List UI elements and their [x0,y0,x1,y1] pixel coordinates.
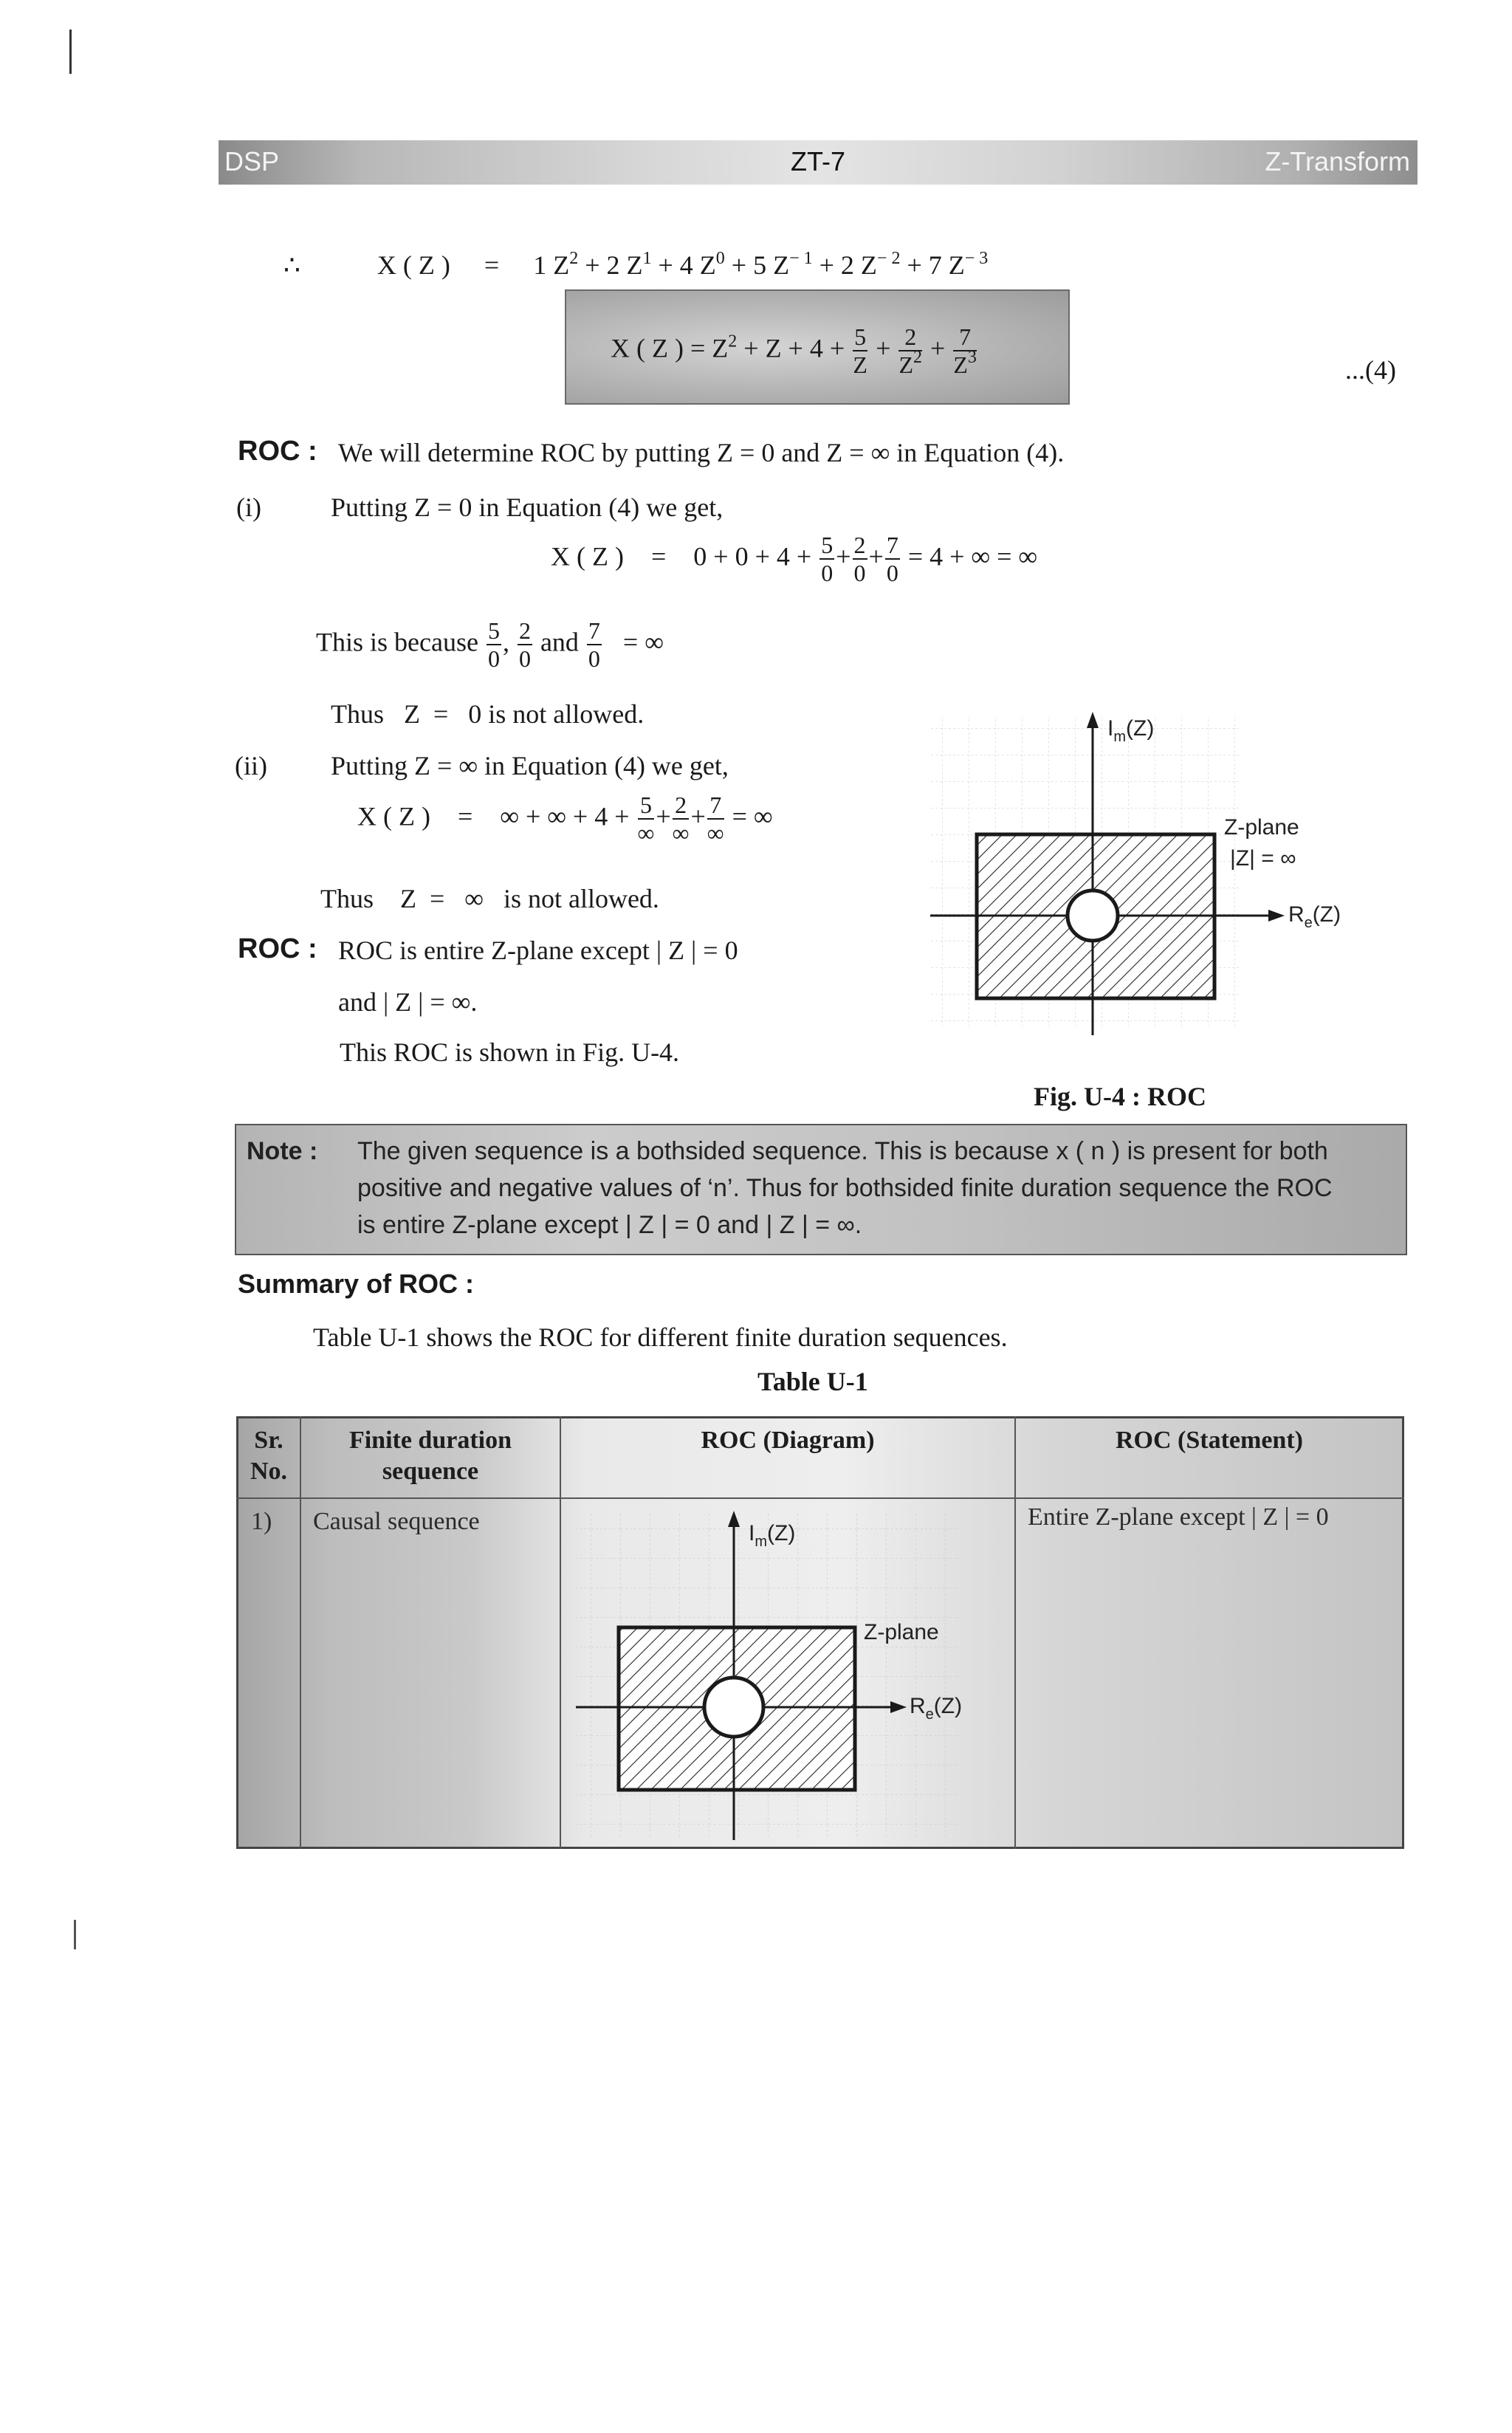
roc-result-line-3: This ROC is shown in Fig. U-4. [340,1037,680,1067]
roc-intro-text: We will determine ROC by putting Z = 0 and Z = ∞ in Equation (4). [338,438,1065,467]
header-finite-duration: Finite duration sequence [348,1427,512,1485]
note-box [235,1124,1407,1255]
note-line-3: is entire Z-plane except | Z | = 0 and | Z | = ∞. [357,1211,862,1239]
header-roc-statement: ROC (Statement) [1116,1427,1303,1454]
roc-label-1: ROC : [238,436,317,467]
row-1-sr: 1) [251,1508,272,1535]
case-i-because: This is because $\frac{5}{0}$ , $\frac{2}{0}$ and $\frac{7}{0}$ = ∞ [316,617,664,672]
summary-heading: Summary of ROC : [238,1269,475,1299]
equation-ref-4: ...(4) [1345,355,1396,385]
scan-mark [74,1920,76,1949]
excluded-origin-circle [1068,891,1118,941]
therefore-symbol: ∴ [284,250,300,280]
row-1-roc-diagram [561,1499,1014,1847]
page-header [219,140,1418,185]
case-i-text: Putting Z = 0 in Equation (4) we get, [331,493,724,522]
equation-xz-expanded: ∴ X ( Z ) = 1 $Z^2 + 2$ $Z^1 + 4$ $Z^0 + 5$ $Z^{- 1} + 2$ $Z^{- 2} + 7$ $Z^{- 3}$ [284,249,989,280]
note-line-1: The given sequence is a bothsided sequence. This is because x ( n ) is present for both [357,1137,1328,1165]
roc-label-2: ROC : [238,933,317,964]
header-left: DSP [224,146,280,176]
roc-result-line-1: ROC is entire Z-plane except | Z | = 0 [338,936,738,965]
note-line-2: positive and negative values of ‘n’. Thus for bothsided finite duration sequence the ROC [357,1174,1333,1202]
note-label: Note : [247,1137,318,1165]
case-i-number: (i) [236,493,261,522]
svg-text:Z-plane: Z-plane [864,1620,939,1644]
real-axis-arrow-icon [1268,910,1285,922]
svg-text:Im(Z): $I_m(Z)$ [749,1521,796,1550]
case-i-conclusion: Thus Z = 0 is not allowed. [331,699,645,729]
header-roc-diagram: ROC (Diagram) [701,1427,875,1454]
scan-mark [69,30,72,74]
imag-axis-label: $I_m(Z)$ [1107,716,1155,745]
case-ii-conclusion: Thus Z = ∞ is not allowed. [320,884,659,913]
roc-figure-u4 [915,701,1403,1049]
excluded-origin-circle [704,1678,763,1737]
figure-caption: Fig. U-4 : ROC [1034,1082,1206,1111]
case-ii-equation: X ( Z ) = ∞ + ∞ + 4 + $\frac{5}{\infty}$ + $\frac{2}{\infty}$ + $\frac{7}{\infty}$ = ∞ [357,792,773,846]
summary-text: Table U-1 shows the ROC for different finite duration sequences. [313,1322,1008,1352]
row-1-statement: Entire Z-plane except | Z | = 0 [1028,1503,1329,1531]
roc-result-line-2: and | Z | = ∞. [338,987,478,1017]
page-number: ZT-7 [790,146,845,176]
case-i-equation: X ( Z ) = 0 + 0 + 4 + $\frac{5}{0}$ + $\frac{2}{0}$ + $\frac{7}{0}$ = 4 + ∞ = ∞ [551,532,1038,586]
case-ii-text: Putting Z = ∞ in Equation (4) we get, [331,751,729,780]
table-title: Table U-1 [757,1367,868,1396]
equation-4-box [565,289,1070,405]
table-u1 [236,1416,1404,1849]
zplane-label: Z-plane [1224,815,1299,840]
z-infinity-label: |Z| = ∞ [1230,846,1296,871]
row-1-sequence: Causal sequence [313,1508,480,1535]
svg-text:Re(Z): $R_e(Z)$ [910,1694,963,1723]
header-right: Z-Transform [1265,146,1410,176]
case-ii-number: (ii) [235,751,267,780]
header-sr-no: Sr. No. [250,1427,288,1485]
equation-4: X ( Z ) = $Z^2 + Z + 4$ + $\frac{5}{Z}$ + $\frac{2}{Z^2}$ + $\frac{7}{Z^3}$ [611,323,977,378]
real-axis-label: $R_e(Z)$ [1288,902,1341,931]
